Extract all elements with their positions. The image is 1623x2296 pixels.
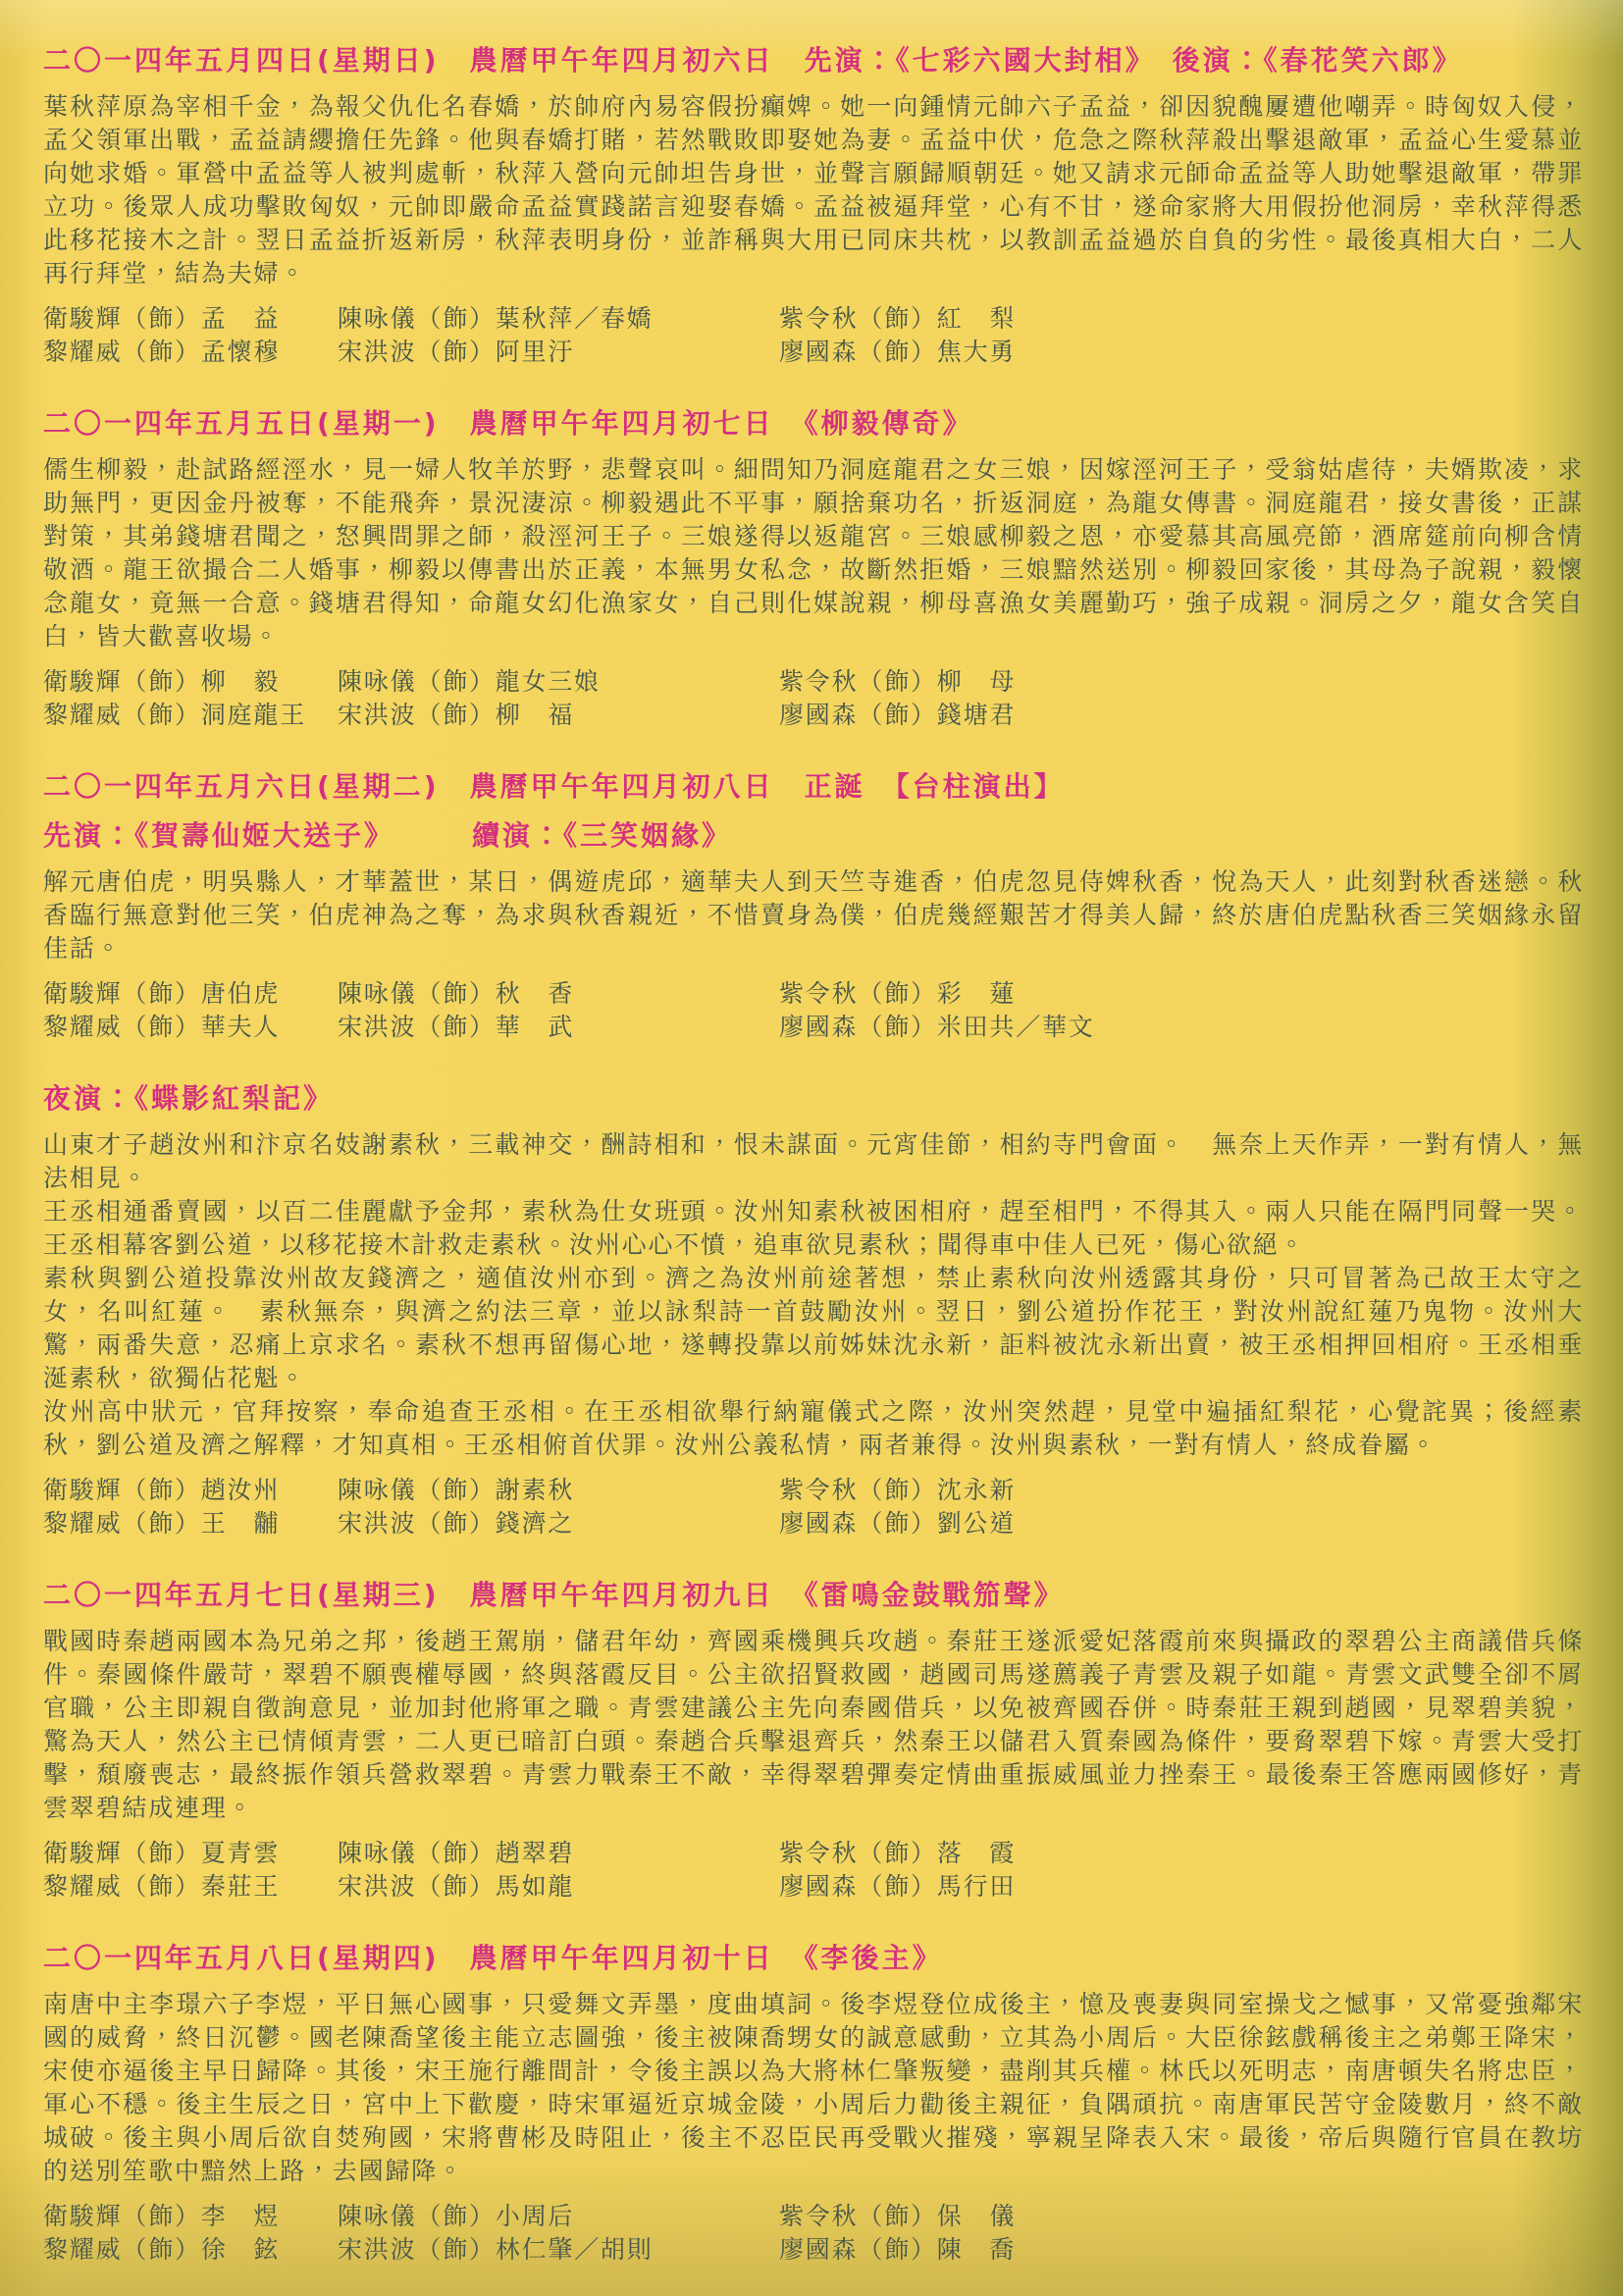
cast-entry: 宋洪波（飾）阿里汙 — [338, 338, 575, 366]
cast-entry: 黎耀威（飾）王 黼 — [43, 1509, 281, 1538]
cast-entry: 衛駿輝（飾）唐伯虎 — [43, 979, 281, 1008]
show-section-may6-night — [43, 1077, 1584, 1540]
cast-entry: 宋洪波（飾）柳 福 — [338, 701, 575, 729]
cast-entry: 衛駿輝（飾）孟 益 — [43, 304, 281, 333]
synopsis-paragraph: 王丞相通番賣國，以百二佳麗獻予金邦，素秋為仕女班頭。汝州知素秋被困相府，趕至相門，不得其入。兩人只能在隔門同聲一哭。王丞相幕客劉公道，以移花接木計救走素秋。汝州心心不憤，追車欲見素秋；聞得車中佳人已死，傷心欲絕。 — [43, 1197, 1584, 1259]
bill-subheading: 先演：《賀壽仙姬大送子》 續演：《三笑姻緣》 — [43, 819, 733, 852]
date-heading: 二〇一四年五月五日(星期一) 農曆甲午年四月初七日 《柳毅傳奇》 — [43, 407, 973, 440]
cast-row — [43, 2233, 1584, 2267]
cast-entry: 紫令秋（飾）保 儀 — [779, 2202, 1017, 2230]
cast-entry: 陳咏儀（飾）龍女三娘 — [338, 667, 602, 696]
cast-list — [43, 665, 1584, 732]
synopsis: 葉秋萍原為宰相千金，為報父仇化名春嬌，於帥府內易容假扮癲婢。她一向鍾情元帥六子孟益，卻因貌醜屢遭他嘲弄。時匈奴入侵，孟父領軍出戰，孟益請纓擔任先鋒。他與春嬌打賭，若然戰敗即娶她為妻。孟益中伏，危急之際秋萍殺出擊退敵軍，孟益心生愛慕並向她求婚。軍營中孟益等人被判處斬，秋萍入營向元帥坦告身世，並聲言願歸順朝廷。她又請求元師命孟益等人助她擊退敵軍，帶罪立功。後眾人成功擊敗匈奴，元帥即嚴命孟益實踐諾言迎娶春嬌。孟益被逼拜堂，心有不甘，遂命家將大用假扮他洞房，幸秋萍得悉此移花接木之計。翌日孟益折返新房，秋萍表明身份，並詐稱與大用已同床共枕，以教訓孟益過於自負的劣性。最後真相大白，二人再行拜堂，結為夫婦。 — [43, 92, 1584, 287]
cast-entry: 黎耀威（飾）秦莊王 — [43, 1872, 281, 1901]
cast-entry: 黎耀威（飾）洞庭龍王 — [43, 701, 307, 729]
cast-entry: 紫令秋（飾）紅 梨 — [779, 304, 1017, 333]
cast-row — [43, 1507, 1584, 1540]
cast-entry: 衛駿輝（飾）李 煜 — [43, 2202, 281, 2230]
cast-row — [43, 977, 1584, 1011]
date-heading: 二〇一四年五月八日(星期四) 農曆甲午年四月初十日 《李後主》 — [43, 1942, 943, 1974]
cast-entry: 宋洪波（飾）林仁肇／胡則 — [338, 2235, 654, 2264]
cast-row — [43, 302, 1584, 336]
cast-entry: 紫令秋（飾）落 霞 — [779, 1839, 1017, 1867]
cast-entry: 廖國森（飾）劉公道 — [779, 1509, 1017, 1538]
show-section-may4 — [43, 39, 1584, 369]
date-heading: 二〇一四年五月四日(星期日) 農曆甲午年四月初六日 先演：《七彩六國大封相》 後演：《春花笑六郎》 — [43, 44, 1463, 77]
cast-entry: 陳咏儀（飾）秋 香 — [338, 979, 575, 1008]
date-heading: 二〇一四年五月七日(星期三) 農曆甲午年四月初九日 《雷鳴金鼓戰笳聲》 — [43, 1579, 1065, 1611]
cast-entry: 衛駿輝（飾）柳 毅 — [43, 667, 281, 696]
synopsis: 戰國時秦趙兩國本為兄弟之邦，後趙王駕崩，儲君年幼，齊國乘機興兵攻趙。秦莊王遂派愛妃落霞前來與攝政的翠碧公主商議借兵條件。秦國條件嚴苛，翠碧不願喪權辱國，終與落霞反目。公主欲招賢救國，趙國司馬遂薦義子青雲及親子如龍。青雲文武雙全卻不屑官職，公主即親自徵詢意見，並加封他將軍之職。青雲建議公主先向秦國借兵，以免被齊國吞併。時秦莊王親到趙國，見翠碧美貌，驚為天人，然公主已情傾青雲，二人更已暗訂白頭。秦趙合兵擊退齊兵，然秦王以儲君入質秦國為條件，要脅翠碧下嫁。青雲大受打擊，頹廢喪志，最終振作領兵營救翠碧。青雲力戰秦王不敵，幸得翠碧彈奏定情曲重振威風並力挫秦王。最後秦王答應兩國修好，青雲翠碧結成連理。 — [43, 1627, 1584, 1822]
cast-entry: 紫令秋（飾）柳 母 — [779, 667, 1017, 696]
cast-list — [43, 977, 1584, 1044]
cast-list — [43, 2200, 1584, 2267]
show-section-may8 — [43, 1937, 1584, 2267]
cast-list — [43, 1474, 1584, 1540]
cast-entry: 宋洪波（飾）華 武 — [338, 1013, 575, 1041]
bill-heading: 夜演：《蝶影紅梨記》 — [43, 1082, 335, 1115]
cast-entry: 黎耀威（飾）華夫人 — [43, 1013, 281, 1041]
cast-entry: 宋洪波（飾）錢濟之 — [338, 1509, 575, 1538]
cast-row — [43, 2200, 1584, 2233]
cast-row — [43, 1837, 1584, 1870]
cast-entry: 陳咏儀（飾）小周后 — [338, 2202, 575, 2230]
synopsis: 南唐中主李璟六子李煜，平日無心國事，只愛舞文弄墨，度曲填詞。後李煜登位成後主，憶及喪妻與同室操戈之憾事，又常憂強鄰宋國的威脅，終日沉鬱。國老陳喬望後主能立志圖強，後主被陳喬甥女的誠意感動，立其為小周后。大臣徐鉉戲稱後主之弟鄭王降宋，宋使亦逼後主早日歸降。其後，宋王施行離間計，令後主誤以為大將林仁肇叛變，盡削其兵權。林氏以死明志，南唐頓失名將忠臣，軍心不穩。後主生辰之日，宮中上下歡慶，時宋軍逼近京城金陵，小周后力勸後主親征，負隅頑抗。南唐軍民苦守金陵數月，終不敵城破。後主與小周后欲自焚殉國，宋將曹彬及時阻止，後主不忍臣民再受戰火摧殘，寧親呈降表入宋。最後，帝后與隨行官員在教坊的送別笙歌中黯然上路，去國歸降。 — [43, 1990, 1584, 2185]
show-section-may7 — [43, 1574, 1584, 1904]
cast-entry: 宋洪波（飾）馬如龍 — [338, 1872, 575, 1901]
cast-entry: 廖國森（飾）焦大勇 — [779, 338, 1017, 366]
cast-entry: 陳咏儀（飾）趙翠碧 — [338, 1839, 575, 1867]
synopsis-paragraph: 素秋與劉公道投靠汝州故友錢濟之，適值汝州亦到。濟之為汝州前途著想，禁止素秋向汝州透露其身份，只可冒著為己故王太守之女，名叫紅蓮。 素秋無奈，與濟之約法三章，並以詠梨詩一首鼓勵汝州。翌日，劉公道扮作花王，對汝州說紅蓮乃鬼物。汝州大驚，兩番失意，忍痛上京求名。素秋不想再留傷心地，遂轉投靠以前姊妹沈永新，詎料被沈永新出賣，被王丞相押回相府。王丞相垂涎素秋，欲獨佔花魁。 — [43, 1264, 1584, 1392]
cast-row — [43, 1474, 1584, 1507]
cast-entry: 黎耀威（飾）徐 鉉 — [43, 2235, 281, 2264]
synopsis: 解元唐伯虎，明吳縣人，才華蓋世，某日，偶遊虎邱，適華夫人到天竺寺進香，伯虎忽見侍婢秋香，悅為天人，此刻對秋香迷戀。秋香臨行無意對他三笑，伯虎神為之奪，為求與秋香親近，不惜賣身為僕，伯虎幾經艱苦才得美人歸，終於唐伯虎點秋香三笑姻緣永留佳話。 — [43, 867, 1584, 963]
cast-entry: 陳咏儀（飾）謝素秋 — [338, 1476, 575, 1504]
show-section-may6-day — [43, 765, 1584, 1044]
cast-row — [43, 699, 1584, 732]
cast-entry: 紫令秋（飾）彩 蓮 — [779, 979, 1017, 1008]
cast-entry: 廖國森（飾）馬行田 — [779, 1872, 1017, 1901]
cast-entry: 廖國森（飾）米田共／華文 — [779, 1013, 1095, 1041]
cast-entry: 廖國森（飾）陳 喬 — [779, 2235, 1017, 2264]
show-section-may5 — [43, 402, 1584, 732]
cast-row — [43, 336, 1584, 369]
cast-entry: 黎耀威（飾）孟懷穆 — [43, 338, 281, 366]
cast-row — [43, 665, 1584, 699]
date-heading: 二〇一四年五月六日(星期二) 農曆甲午年四月初八日 正誕 【台柱演出】 — [43, 770, 1065, 803]
cast-list — [43, 302, 1584, 369]
cast-entry: 紫令秋（飾）沈永新 — [779, 1476, 1017, 1504]
cast-entry: 廖國森（飾）錢塘君 — [779, 701, 1017, 729]
cast-entry: 衛駿輝（飾）趙汝州 — [43, 1476, 281, 1504]
synopsis: 儒生柳毅，赴試路經涇水，見一婦人牧羊於野，悲聲哀叫。細問知乃洞庭龍君之女三娘，因嫁涇河王子，受翁姑虐待，夫婿欺凌，求助無門，更因金丹被奪，不能飛奔，景況淒涼。柳毅遇此不平事，願捨棄功名，折返洞庭，為龍女傳書。洞庭龍君，接女書後，正謀對策，其弟錢塘君聞之，怒興問罪之師，殺涇河王子。三娘遂得以返龍宮。三娘感柳毅之恩，亦愛慕其高風亮節，酒席筵前向柳含情敬酒。龍王欲撮合二人婚事，柳毅以傳書出於正義，本無男女私念，故斷然拒婚，三娘黯然送別。柳毅回家後，其母為子說親，毅懷念龍女，竟無一合意。錢塘君得知，命龍女幻化漁家女，自己則化媒說親，柳母喜漁女美麗勤巧，強子成親。洞房之夕，龍女含笑自白，皆大歡喜收場。 — [43, 455, 1584, 651]
cast-row — [43, 1011, 1584, 1044]
cast-row — [43, 1870, 1584, 1904]
cast-entry: 衛駿輝（飾）夏青雲 — [43, 1839, 281, 1867]
cast-list — [43, 1837, 1584, 1904]
cast-entry: 陳咏儀（飾）葉秋萍／春嬌 — [338, 304, 654, 333]
synopsis-paragraph: 山東才子趙汝州和汴京名妓謝素秋，三載神交，酬詩相和，恨未謀面。元宵佳節，相約寺門會面。 無奈上天作弄，一對有情人，無法相見。 — [43, 1130, 1584, 1192]
synopsis-paragraph: 汝州高中狀元，官拜按察，奉命追查王丞相。在王丞相欲舉行納寵儀式之際，汝州突然趕，見堂中遍插紅梨花，心覺詫異；後經素秋，劉公道及濟之解釋，才知真相。王丞相俯首伏罪。汝州公義私情，兩者兼得。汝州與素秋，一對有情人，終成眷屬。 — [43, 1397, 1584, 1459]
